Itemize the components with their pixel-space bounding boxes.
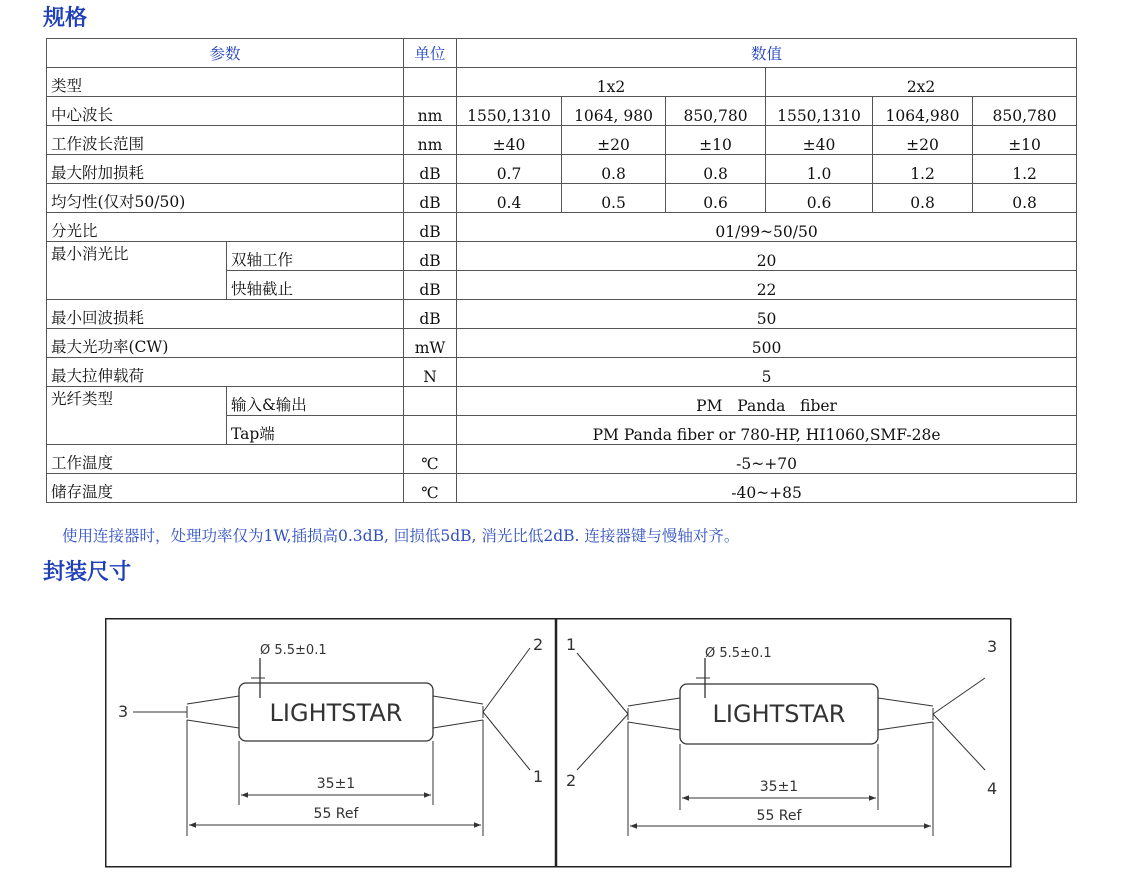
unit-cell: dB (404, 242, 457, 271)
coupler-2x2-drawing (566, 635, 997, 836)
table-header-row (47, 39, 1077, 68)
length-35-label: 35±1 (316, 776, 356, 792)
length-55-label: 55 Ref (756, 808, 802, 824)
table-row-extinction-ratio (47, 242, 1077, 271)
table-row-type (47, 68, 1077, 97)
value-cell: 1064,980 (873, 97, 973, 126)
type-1x2: 1x2 (457, 68, 766, 97)
port-label: 4 (987, 779, 998, 798)
value-cell: ±40 (457, 126, 562, 155)
row-label: 分光比 (47, 213, 404, 242)
sub-label: 双轴工作 (227, 242, 404, 271)
header-param: 参数 (47, 39, 404, 68)
type-2x2: 2x2 (766, 68, 1077, 97)
value-cell: 1.2 (973, 155, 1077, 184)
connector-note: 使用连接器时，处理功率仅为1W,插损高0.3dB, 回损低5dB, 消光比低2dB. 连接器键与慢轴对齐。 (62, 527, 740, 545)
value-cell: 22 (457, 271, 1077, 300)
header-unit: 单位 (404, 39, 457, 68)
value-cell: 0.5 (562, 184, 666, 213)
row-label: 工作波长范围 (47, 126, 404, 155)
value-cell: 850,780 (666, 97, 766, 126)
value-cell: PM Panda fiber (457, 387, 1077, 416)
unit-cell (404, 416, 457, 445)
port-label: 3 (118, 702, 129, 721)
table-row-return-loss (47, 300, 1077, 329)
unit-cell (404, 387, 457, 416)
package-section-title: 封装尺寸 (43, 560, 132, 585)
row-label: 工作温度 (47, 445, 404, 474)
value-cell: PM Panda fiber or 780-HP, HI1060,SMF-28e (457, 416, 1077, 445)
sub-label: Tap端 (227, 416, 404, 445)
table-row-tensile-load (47, 358, 1077, 387)
table-row-fiber-type (47, 387, 1077, 416)
row-label: 储存温度 (47, 474, 404, 503)
row-label: 最小回波损耗 (47, 300, 404, 329)
value-cell: 50 (457, 300, 1077, 329)
spec-section-title: 规格 (43, 6, 88, 31)
value-cell: 0.8 (562, 155, 666, 184)
value-cell: 1550,1310 (766, 97, 873, 126)
value-cell: 1550,1310 (457, 97, 562, 126)
brand-label: LIGHTSTAR (712, 700, 846, 728)
row-label: 最大拉伸载荷 (47, 358, 404, 387)
unit-cell: dB (404, 184, 457, 213)
value-cell: -5~+70 (457, 445, 1077, 474)
port-label: 2 (566, 771, 577, 790)
coupler-1x2-drawing (118, 635, 543, 836)
table-row-split-ratio (47, 213, 1077, 242)
table-row-max-power (47, 329, 1077, 358)
diameter-label: Ø 5.5±0.1 (260, 643, 327, 658)
value-cell: 1.0 (766, 155, 873, 184)
unit-cell: dB (404, 271, 457, 300)
header-value: 数值 (457, 39, 1077, 68)
unit-cell: ℃ (404, 445, 457, 474)
value-cell: 0.7 (457, 155, 562, 184)
length-55-label: 55 Ref (313, 806, 359, 822)
unit-cell: dB (404, 300, 457, 329)
value-cell: 0.8 (666, 155, 766, 184)
row-label: 均匀性(仅对50/50) (47, 184, 404, 213)
value-cell: 1064, 980 (562, 97, 666, 126)
unit-cell (404, 68, 457, 97)
port-label: 2 (533, 635, 544, 654)
value-cell: 0.6 (766, 184, 873, 213)
value-cell: 0.6 (666, 184, 766, 213)
row-label: 最大光功率(CW) (47, 329, 404, 358)
row-label: 中心波长 (47, 97, 404, 126)
table-row-operating-temp (47, 445, 1077, 474)
value-cell: ±20 (873, 126, 973, 155)
package-drawing (105, 618, 1013, 870)
value-cell: 500 (457, 329, 1077, 358)
brand-label: LIGHTSTAR (269, 699, 403, 727)
value-cell: ±40 (766, 126, 873, 155)
value-cell: 850,780 (973, 97, 1077, 126)
unit-cell: dB (404, 213, 457, 242)
table-row-storage-temp (47, 474, 1077, 503)
value-cell: ±10 (666, 126, 766, 155)
spec-table (46, 38, 1077, 503)
row-label: 最小消光比 (47, 242, 227, 300)
value-cell: ±10 (973, 126, 1077, 155)
value-cell: 20 (457, 242, 1077, 271)
value-cell: 01/99~50/50 (457, 213, 1077, 242)
table-row-uniformity (47, 184, 1077, 213)
unit-cell: ℃ (404, 474, 457, 503)
length-35-label: 35±1 (759, 779, 799, 795)
port-label: 3 (987, 637, 998, 656)
row-label: 类型 (47, 68, 404, 97)
unit-cell: mW (404, 329, 457, 358)
value-cell: 1.2 (873, 155, 973, 184)
value-cell: 0.8 (973, 184, 1077, 213)
unit-cell: N (404, 358, 457, 387)
row-label: 最大附加损耗 (47, 155, 404, 184)
value-cell: 0.8 (873, 184, 973, 213)
table-row-excess-loss (47, 155, 1077, 184)
value-cell: 0.4 (457, 184, 562, 213)
port-label: 1 (533, 767, 544, 786)
table-row-wavelength-range (47, 126, 1077, 155)
diameter-label: Ø 5.5±0.1 (705, 646, 772, 661)
port-label: 1 (566, 635, 577, 654)
unit-cell: nm (404, 126, 457, 155)
unit-cell: dB (404, 155, 457, 184)
row-label: 光纤类型 (47, 387, 227, 445)
unit-cell: nm (404, 97, 457, 126)
table-row-center-wavelength (47, 97, 1077, 126)
value-cell: ±20 (562, 126, 666, 155)
sub-label: 快轴截止 (227, 271, 404, 300)
sub-label: 输入&输出 (227, 387, 404, 416)
value-cell: 5 (457, 358, 1077, 387)
value-cell: -40~+85 (457, 474, 1077, 503)
